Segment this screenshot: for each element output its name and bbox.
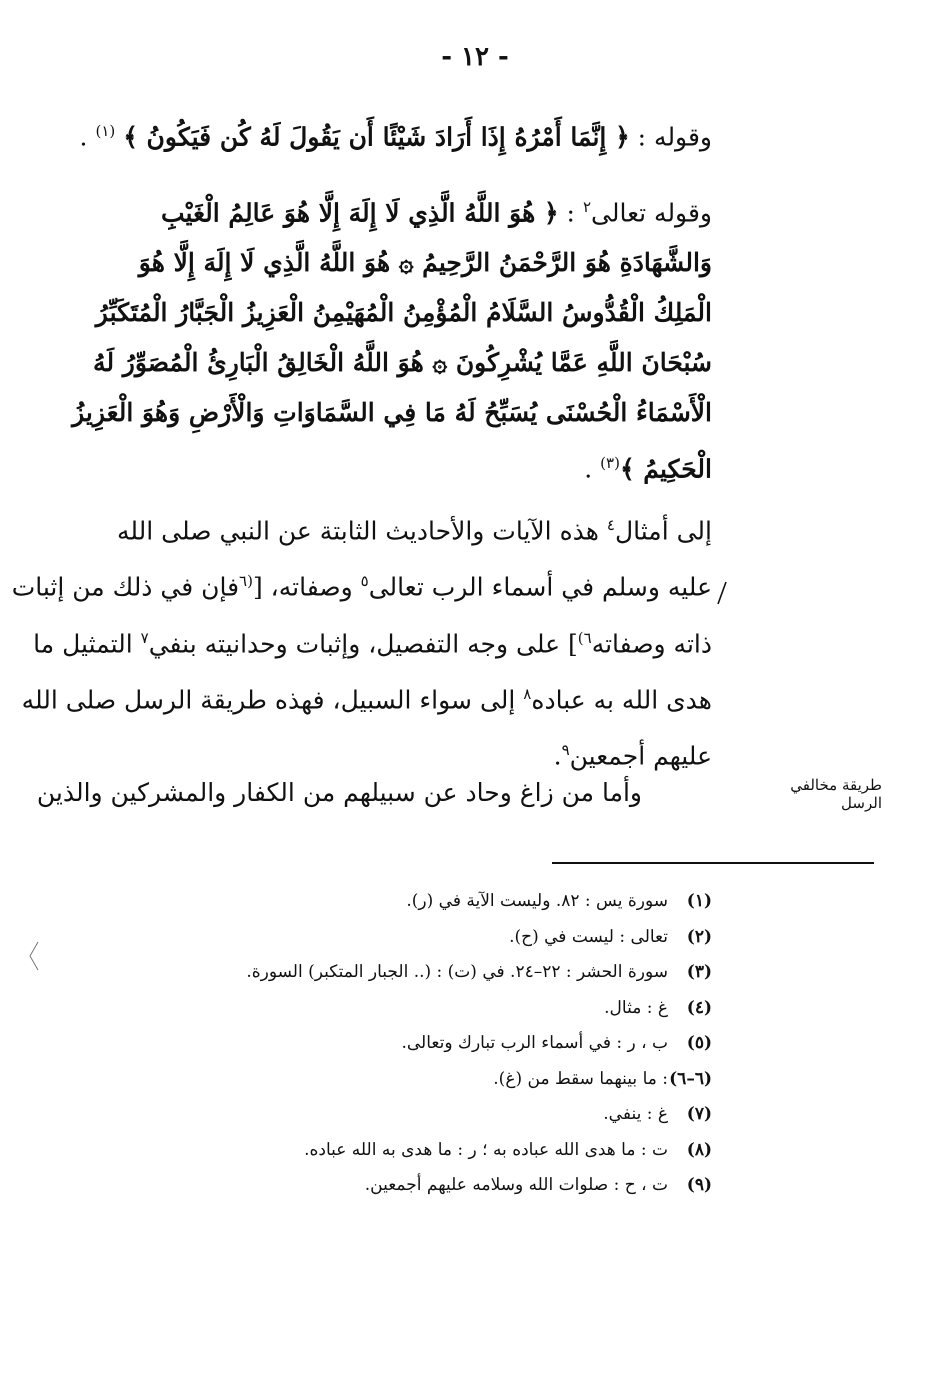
- footnote-text: : ما بينهما سقط من (غ).: [493, 1068, 668, 1089]
- paragraph-line-2: [11, 556, 712, 612]
- verse-one-end: .: [79, 122, 88, 152]
- paragraph-text: إلى أمثال: [614, 516, 712, 546]
- footnote-number: (٣): [686, 962, 712, 982]
- footnote-number: (٩): [686, 1175, 712, 1195]
- footnote-number: (٦–٦): [669, 1068, 712, 1089]
- footnote-number: (٨): [686, 1139, 712, 1160]
- footnote-text: سورة الحشر : ٢٢–٢٤. في (ت) : (.. الجبار المتكبر) السورة.: [246, 962, 668, 982]
- paragraph-line-3: [33, 613, 712, 669]
- scan-mark: [26, 940, 42, 972]
- verse-two-line-5: الْأَسْمَاءُ الْحُسْنَى يُسَبِّحُ لَهُ مَا فِي السَّمَاوَاتِ وَالْأَرْضِ وَهُوَ الْعَزِيزُ: [72, 398, 712, 428]
- verse-two-line-6: [62, 438, 712, 494]
- footnote-text: غ : مثال.: [604, 997, 668, 1018]
- footnote-ref: ٤: [606, 516, 615, 534]
- verse-two-quran-1: ﴿ هُوَ اللَّهُ الَّذِي لَا إِلَهَ إِلَّا هُوَ عَالِمُ الْغَيْبِ: [161, 198, 559, 228]
- verse-two: [62, 182, 712, 495]
- footnote-7: [180, 1097, 712, 1133]
- footnote-number: (٤): [686, 997, 712, 1018]
- footnote-ref: ٥: [360, 572, 369, 591]
- footnote-number: (٥): [686, 1033, 712, 1053]
- footnote-text: سورة يس : ٨٢. وليست الآية في (ر).: [406, 891, 668, 911]
- verse-one-quran: ﴿ إِنَّمَا أَمْرُهُ إِذَا أَرَادَ شَيْئًا أَن يَقُولَ لَهُ كُن فَيَكُونُ ﴾: [123, 122, 630, 152]
- verse-one: [62, 106, 712, 162]
- verse-two-intro-sup: ٢: [582, 198, 591, 216]
- verse-two-intro: وقوله تعالى: [591, 198, 712, 228]
- paragraph-text: فإن في ذلك من إثبات: [11, 572, 240, 602]
- footnote-ref: ٩: [561, 741, 570, 760]
- margin-note: طريقة مخالفي الرسل: [790, 776, 882, 812]
- footnote-9: [180, 1168, 712, 1204]
- verse-two-line-4: سُبْحَانَ اللَّهِ عَمَّا يُشْرِكُونَ ۞ هُوَ اللَّهُ الْخَالِقُ الْبَارِئُ الْمُصَوِّرُ لَهُ: [93, 348, 712, 378]
- verse-two-quran-6: الْحَكِيمُ ﴾: [619, 454, 712, 484]
- footnote-number: (٧): [686, 1104, 712, 1124]
- footnote-separator: [552, 862, 874, 864]
- verse-two-line-2: وَالشَّهَادَةِ هُوَ الرَّحْمَنُ الرَّحِيمُ ۞ هُوَ اللَّهُ الَّذِي لَا إِلَهَ إِلَّا هُوَ: [138, 248, 712, 278]
- paragraph-text: ] على وجه التفصيل، وإثبات وحدانيته بنفي: [148, 628, 578, 658]
- footnote-text: ب ، ر : في أسماء الرب تبارك وتعالى.: [401, 1033, 668, 1053]
- verse-one-line: [62, 106, 712, 162]
- footnote-text: ت ، ح : صلوات الله وسلامه عليهم أجمعين.: [364, 1175, 668, 1195]
- footnote-text: غ : ينفي.: [603, 1104, 668, 1124]
- paragraph-text: إلى سواء السبيل، فهذه طريقة الرسل صلى الله: [21, 685, 524, 715]
- paragraph-text: عليه وسلم في أسماء الرب تعالى: [368, 572, 712, 602]
- paragraph-text: .: [553, 741, 562, 771]
- verse-two-ref: (٣): [600, 454, 620, 473]
- closing-line: [36, 768, 642, 818]
- paragraph-text: هذه الآيات والأحاديث الثابتة عن النبي صلى الله: [116, 516, 607, 546]
- paragraph-line-1: [62, 500, 712, 556]
- pen-mark: [712, 578, 730, 608]
- footnote-ref: ٦): [577, 628, 592, 647]
- footnote-text: ت : ما هدى الله عباده به ؛ ر : ما هدى به الله عباده.: [304, 1139, 668, 1160]
- footnote-ref: ٨: [523, 684, 532, 703]
- footnote-ref: (٦: [239, 572, 253, 591]
- verse-two-line-1: [62, 182, 712, 238]
- footnote-5: [180, 1026, 712, 1062]
- paragraph-text: ذاته وصفاته: [591, 628, 712, 658]
- paragraph-text: وصفاته، [: [252, 572, 361, 602]
- footnote-text: تعالى : ليست في (ح).: [509, 926, 668, 947]
- paragraph-line-4: [21, 669, 712, 725]
- main-paragraph: [11, 500, 712, 782]
- page-number: - ١٢ -: [441, 42, 509, 72]
- footnote-4: [180, 991, 712, 1027]
- footnote-number: (١): [686, 891, 712, 911]
- closing-line-text: وأما من زاغ وحاد عن سبيلهم من الكفار والمشركين والذين: [36, 778, 642, 807]
- verse-two-end: .: [584, 454, 601, 484]
- footnote-3: [180, 955, 712, 991]
- footnote-8: [180, 1133, 712, 1169]
- footnote-1: [180, 884, 712, 920]
- footnotes: [180, 884, 712, 1204]
- paragraph-text: عليهم أجمعين: [569, 741, 712, 771]
- paragraph-text: هدى الله به عباده: [531, 685, 712, 715]
- paragraph-text: التمثيل ما: [33, 628, 141, 658]
- footnote-6: [180, 1062, 712, 1098]
- verse-two-colon: :: [558, 198, 583, 228]
- verse-two-line-3: الْمَلِكُ الْقُدُّوسُ السَّلَامُ الْمُؤْمِنُ الْمُهَيْمِنُ الْعَزِيزُ الْجَبَّارُ الْمُتَكَبِّرُ: [95, 298, 712, 328]
- verse-one-ref: (١): [95, 122, 116, 140]
- footnote-2: [180, 920, 712, 956]
- footnote-number: (٢): [686, 926, 712, 947]
- footnote-ref: ٧: [140, 628, 149, 647]
- verse-one-intro: وقوله :: [629, 122, 712, 152]
